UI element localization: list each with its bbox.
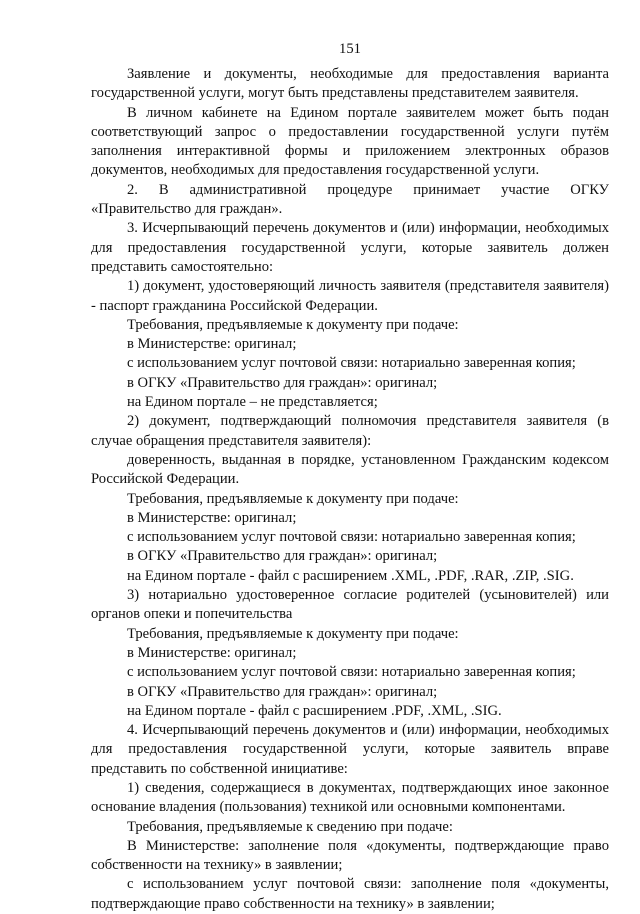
paragraph-15: с использованием услуг почтовой связи: нотариально заверенная копия; xyxy=(127,529,576,546)
paragraph-19: Требования, предъявляемые к документу при подаче: xyxy=(127,625,459,642)
paragraph-17: на Едином портале - файл с расширением .XML, .PDF, .RAR, .ZIP, .SIG. xyxy=(127,567,574,584)
paragraph-12: доверенность, выданная в порядке, установленном Гражданским кодексом Российской Федерации. xyxy=(91,451,609,488)
paragraph-22: в ОГКУ «Правительство для граждан»: оригинал; xyxy=(127,683,438,700)
paragraph-9: в ОГКУ «Правительство для граждан»: оригинал; xyxy=(127,374,438,391)
paragraph-3: 2. В административной процедуре принимает участие ОГКУ «Правительство для граждан». xyxy=(91,181,609,218)
paragraph-14: в Министерстве: оригинал; xyxy=(127,509,297,526)
paragraph-28: с использованием услуг почтовой связи: заполнение поля «документы, подтверждающие право собственности на технику» в заявлении; xyxy=(91,876,609,912)
paragraph-13: Требования, предъявляемые к документу при подаче: xyxy=(127,490,459,507)
paragraph-21: с использованием услуг почтовой связи: нотариально заверенная копия; xyxy=(127,664,576,681)
paragraph-27: В Министерстве: заполнение поля «документы, подтверждающие право собственности на технику» в заявлении; xyxy=(91,837,609,874)
paragraph-6: Требования, предъявляемые к документу при подаче: xyxy=(127,316,459,333)
paragraph-10: на Едином портале – не представляется; xyxy=(127,394,378,411)
document-page xyxy=(91,40,609,914)
paragraph-16: в ОГКУ «Правительство для граждан»: оригинал; xyxy=(127,548,438,565)
paragraph-11: 2) документ, подтверждающий полномочия представителя заявителя (в случае обращения представителя заявителя): xyxy=(91,413,609,449)
paragraph-5: 1) документ, удостоверяющий личность заявителя (представителя заявителя) - паспорт гражданина Российской Федерации. xyxy=(91,278,609,314)
paragraph-8: с использованием услуг почтовой связи: нотариально заверенная копия; xyxy=(127,355,576,372)
paragraph-25: 1) сведения, содержащиеся в документах, подтверждающих иное законное основание владения (пользования) техникой или основными компонентами. xyxy=(91,779,609,816)
paragraph-2: В личном кабинете на Едином портале заявителем может быть подан соответствующий запрос о предоставлении государственной услуги путём заполнения интерактивной формы и приложением электронных образов документов, необходимых для предоставления государственной услуги. xyxy=(91,104,609,179)
paragraph-20: в Министерстве: оригинал; xyxy=(127,644,297,661)
page-number: 151 xyxy=(339,41,361,57)
paragraph-26: Требования, предъявляемые к сведению при подаче: xyxy=(127,818,453,835)
paragraph-18: 3) нотариально удостоверенное согласие родителей (усыновителей) или органов опеки и попечительства xyxy=(91,587,609,623)
paragraph-7: в Министерстве: оригинал; xyxy=(127,336,297,353)
paragraph-4: 3. Исчерпывающий перечень документов и (или) информации, необходимых для предоставления государственной услуги, которые заявитель должен представить самостоятельно: xyxy=(91,220,609,275)
paragraph-23: на Едином портале - файл с расширением .PDF, .XML, .SIG. xyxy=(127,702,502,719)
paragraph-24: 4. Исчерпывающий перечень документов и (или) информации, необходимых для предоставления государственной услуги, которые заявитель вправе представить по собственной инициативе: xyxy=(91,722,609,777)
paragraph-1: Заявление и документы, необходимые для предоставления варианта государственной услуги, могут быть представлены представителем заявителя. xyxy=(91,66,609,102)
